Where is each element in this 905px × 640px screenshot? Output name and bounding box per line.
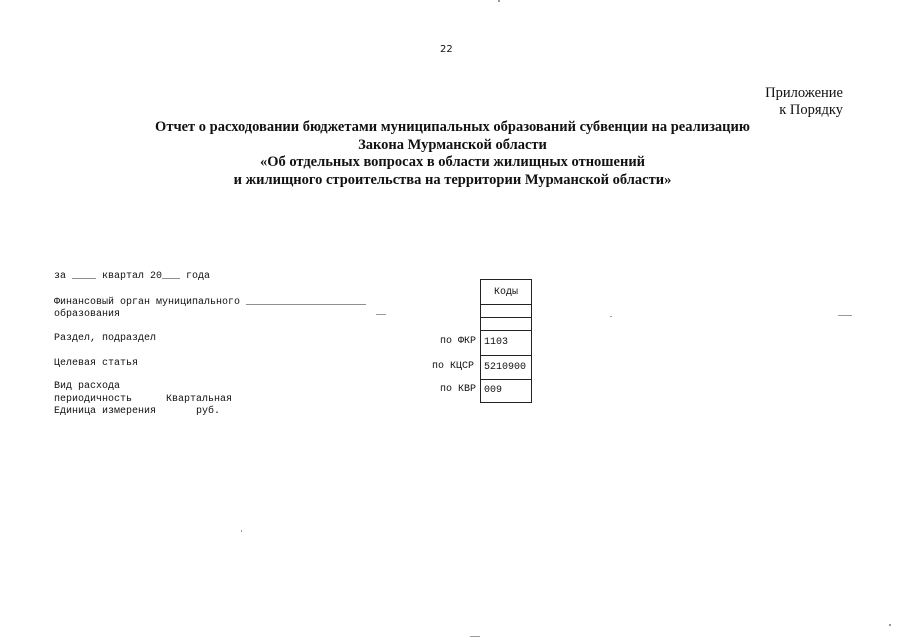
codes-divider bbox=[481, 379, 531, 380]
expense-type-label: Вид расхода bbox=[54, 381, 121, 392]
scan-speck bbox=[838, 315, 852, 316]
section-label: Раздел, подраздел bbox=[54, 333, 157, 344]
unit-label: Единица измерения bbox=[54, 406, 157, 417]
title-line-4: и жилищного строительства на территории Мурманской области» bbox=[233, 171, 672, 188]
annex-line-1: Приложение bbox=[765, 85, 843, 101]
scan-speck bbox=[498, 0, 500, 2]
codes-header: Коды bbox=[493, 287, 518, 298]
code-label-kvr: по КВР bbox=[440, 384, 477, 395]
title-line-2: Закона Мурманской области bbox=[358, 136, 547, 153]
unit-value: руб. bbox=[196, 406, 221, 417]
scan-speck bbox=[889, 624, 891, 626]
periodicity-label: периодичность bbox=[54, 394, 133, 405]
codes-divider bbox=[481, 304, 531, 305]
codes-divider bbox=[481, 330, 531, 331]
codes-divider bbox=[481, 355, 531, 356]
code-value-kvr: 009 bbox=[484, 385, 503, 396]
scan-speck bbox=[470, 636, 480, 637]
code-label-fkr: по ФКР bbox=[440, 336, 477, 347]
scan-speck bbox=[376, 314, 386, 315]
title-line-3: «Об отдельных вопросах в области жилищных отношений bbox=[259, 154, 646, 170]
code-label-kcsr: по КЦСР bbox=[432, 361, 475, 372]
scan-speck bbox=[241, 530, 242, 532]
page-number: 22 bbox=[440, 44, 453, 55]
report-title bbox=[0, 119, 905, 189]
financial-organ-line-2: образования bbox=[54, 309, 121, 320]
scan-speck bbox=[610, 316, 612, 317]
financial-organ-line-1: Финансовый орган муниципального ____________________ bbox=[54, 297, 367, 308]
code-value-fkr: 1103 bbox=[484, 337, 509, 348]
annex-line-2: к Порядку bbox=[779, 102, 843, 118]
codes-box bbox=[480, 279, 532, 403]
target-article-label: Целевая статья bbox=[54, 358, 139, 369]
period-line: за ____ квартал 20___ года bbox=[54, 271, 211, 282]
periodicity-value: Квартальная bbox=[166, 394, 233, 405]
annex-caption bbox=[765, 85, 843, 119]
code-value-kcsr: 5210900 bbox=[484, 362, 527, 373]
codes-divider bbox=[481, 317, 531, 318]
title-line-1: Отчет о расходовании бюджетами муниципальных образований субвенции на реализацию bbox=[155, 119, 750, 135]
